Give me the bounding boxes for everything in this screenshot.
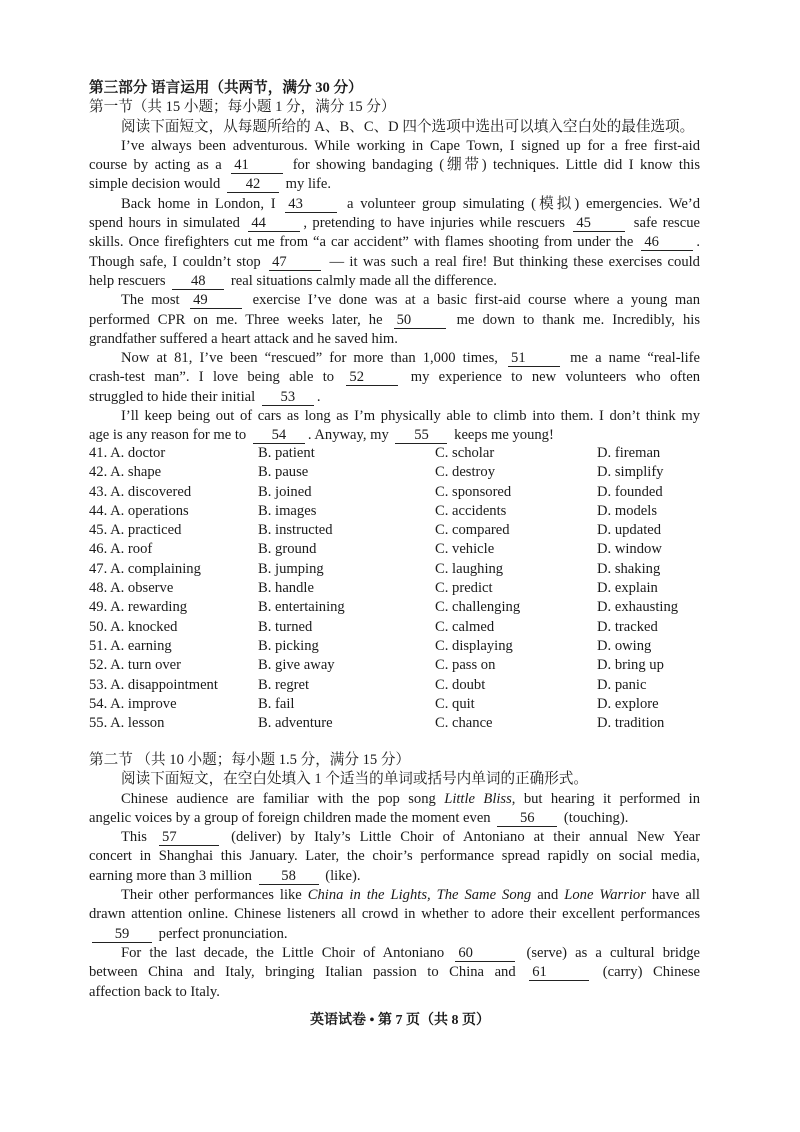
passage-text: (like). [325,867,361,884]
option-b: B. give away [258,657,335,674]
option-row [89,463,700,482]
option-a: 53. A. disappointment [89,676,218,693]
passage-text: Though safe, I couldn’t stop [89,253,261,270]
option-b: B. picking [258,637,319,654]
passage-line [89,828,700,847]
answer-blank-59: 59 [92,927,152,943]
option-d: D. window [597,541,662,558]
option-b: B. pause [258,464,309,481]
passage-text: Back home in London, I [121,195,276,212]
passage-line [89,905,700,924]
option-d: D. founded [597,483,663,500]
passage-line [89,809,700,828]
option-row [89,521,700,540]
passage-text: simple decision would [89,176,221,193]
option-c: C. compared [435,522,510,539]
option-d: D. exhausting [597,599,679,616]
option-d: D. owing [597,637,652,654]
passage-text: Now at 81, I’ve been “rescued” for more than 1,000 times, [121,350,498,367]
passage-text: I’ll keep being out of cars as long as I’m physically able to climb into them. I don’t think my [121,408,700,425]
option-c: C. scholar [435,445,495,461]
answer-blank-45: 45 [573,216,625,232]
section2-title: 第二节 （共 10 小题；每小题 1.5 分，满分 15 分） [89,752,411,768]
passage-line [89,886,700,905]
option-c: C. laughing [435,560,504,577]
option-d: D. tracked [597,618,658,635]
part-title: 第三部分 语言运用（共两节，满分 30 分） [89,80,363,96]
option-b: B. images [258,502,317,519]
option-d: D. fireman [597,445,661,461]
passage-text: I’ve always been adventurous. While working in Cape Town, I signed up for a free first-aid [121,137,700,154]
answer-blank-61: 61 [529,965,589,981]
passage-text: (touching). [563,809,629,826]
passage-text: . [316,388,321,405]
passage-line [89,214,700,233]
option-b: B. adventure [258,715,333,732]
option-c: C. challenging [435,599,521,616]
option-d: D. simplify [597,464,664,481]
answer-blank-56: 56 [497,811,557,827]
option-row [89,695,700,714]
option-a: 54. A. improve [89,695,177,712]
page-footer: 英语试卷 • 第 7 页（共 8 页） [310,1013,490,1028]
option-row [89,714,700,733]
option-a: 41. A. doctor [89,445,166,461]
answer-blank-43: 43 [285,197,337,213]
passage-one [89,137,700,446]
option-b: B. entertaining [258,599,345,616]
section1-title: 第一节（共 15 小题；每小题 1 分，满分 15 分） [89,99,396,116]
passage-text: (serve) as a cultural bridge [526,944,700,961]
passage-text: . Anyway, my [307,427,389,444]
passage-text: me a name “real-life [570,350,700,367]
passage-line [89,195,700,214]
passage-line [89,388,700,407]
option-a: 43. A. discovered [89,483,192,500]
option-a: 50. A. knocked [89,618,178,635]
passage-text: help rescuers [89,272,166,289]
option-d: D. shaking [597,560,661,577]
passage-line [89,368,700,387]
option-c: C. accidents [435,502,507,519]
passage-text: Chinese audience are familiar with the pop song [121,790,436,807]
passage-text: skills. Once firefighters cut me from “a car accident” with flames shooting from under the [89,234,634,251]
passage-line [89,156,700,175]
option-b: B. turned [258,618,313,635]
option-b: B. joined [258,483,312,500]
passage-line [89,330,700,349]
answer-blank-49: 49 [190,293,242,309]
italic-title: China in the Lights, The Same Song [307,887,532,904]
passage-text: course by acting as a [89,157,222,174]
answer-blank-51: 51 [508,351,560,367]
passage-line [89,867,700,886]
option-c: C. pass on [435,657,496,674]
section-one [89,79,700,446]
passage-text: for showing bandaging (绷带) techniques. Little did I know this [292,157,700,174]
passage-text: For the last decade, the Little Choir of Antoniano [121,944,445,961]
option-b: B. regret [258,676,310,693]
passage-text: my experience to new volunteers who often [410,369,700,386]
option-d: D. explain [597,580,658,597]
option-c: C. chance [435,715,493,732]
passage-text: The most [121,292,180,309]
passage-line [89,983,700,1002]
passage-text: (carry) Chinese [602,964,700,981]
option-row [89,618,700,637]
answer-blank-41: 41 [231,158,283,174]
answer-blank-47: 47 [269,255,321,271]
answer-blank-44: 44 [248,216,300,232]
passage-text: and [537,887,559,904]
passage-text: (deliver) by Italy’s Little Choir of Antoniano at their annual New Year [231,829,700,846]
passage-line [89,137,700,156]
option-a: 45. A. practiced [89,522,182,539]
passage-text: drawn attention online. Chinese listeners all crowd in whether to adore their excellent performances [89,906,700,923]
passage-line [89,944,700,963]
option-row [89,560,700,579]
passage-text: — it was such a real fire! But thinking these exercises could [329,253,700,270]
italic-title: Little Bliss [444,790,512,807]
passage-text: my life. [285,176,332,193]
option-a: 48. A. observe [89,580,174,597]
passage-line [89,175,700,194]
passage-text: me down to thank me. Incredibly, his [456,311,700,328]
passage-text: This [121,829,147,846]
option-b: B. ground [258,541,317,558]
option-b: B. handle [258,580,314,597]
option-c: C. doubt [435,676,486,693]
option-c: C. vehicle [435,541,495,558]
option-d: D. bring up [597,657,664,674]
option-d: D. models [597,502,657,519]
answer-blank-55: 55 [395,428,447,444]
option-row [89,502,700,521]
options-table [89,444,700,733]
passage-line [89,253,700,272]
passage-line [89,349,700,368]
italic-title: Lone Warrior [564,887,646,904]
passage-text: , pretending to have injuries while rescuers [303,215,565,232]
option-c: C. destroy [435,464,495,481]
passage-text: angelic voices by a group of foreign children made the moment even [89,809,491,826]
passage-text: spend hours in simulated [89,215,240,232]
answer-blank-50: 50 [394,313,446,329]
option-c: C. displaying [435,637,513,654]
option-row [89,444,700,463]
passage-line [89,311,700,330]
option-row [89,598,700,617]
passage-text: grandfather suffered a heart attack and he saved him. [89,330,398,347]
answer-blank-46: 46 [641,235,693,251]
option-a: 42. A. shape [89,464,162,481]
passage-text: keeps me young! [454,427,554,444]
answer-blank-57: 57 [159,830,219,846]
option-row [89,540,700,559]
option-a: 55. A. lesson [89,715,165,732]
option-d: D. panic [597,676,647,693]
passage-text: , but hearing it performed in [511,790,700,807]
option-row [89,637,700,656]
passage-text: safe rescue [633,215,700,232]
passage-text: age is any reason for me to [89,427,247,444]
option-b: B. instructed [258,522,333,539]
option-c: C. quit [435,695,475,712]
section1-instruction: 阅读下面短文，从每题所给的 A、B、C、D 四个选项中选出可以填入空白处的最佳选项。 [121,118,695,135]
answer-blank-53: 53 [262,390,314,406]
option-row [89,579,700,598]
passage-text: perfect pronunciation. [158,925,288,942]
passage-line [89,407,700,426]
option-a: 52. A. turn over [89,657,182,674]
passage-line [89,291,700,310]
section-two [89,751,700,1002]
answer-blank-52: 52 [346,370,398,386]
passage-line [89,790,700,809]
answer-blank-58: 58 [259,869,319,885]
answer-blank-42: 42 [227,177,279,193]
option-c: C. predict [435,580,493,597]
option-b: B. jumping [258,560,324,577]
passage-text: . [696,234,700,251]
option-d: D. updated [597,522,662,539]
passage-line [89,847,700,866]
option-a: 44. A. operations [89,502,189,519]
option-d: D. explore [597,695,659,712]
answer-blank-60: 60 [455,946,515,962]
passage-text: crash-test man”. I love being able to [89,369,335,386]
passage-line [89,925,700,944]
option-a: 49. A. rewarding [89,599,188,616]
answer-blank-48: 48 [172,274,224,290]
passage-text: struggled to hide their initial [89,388,256,405]
passage-text: affection back to Italy. [89,983,220,1000]
passage-text: a volunteer group simulating (模拟) emergencies. We’d [347,195,700,212]
option-a: 46. A. roof [89,541,153,558]
option-a: 47. A. complaining [89,560,201,577]
passage-line [89,233,700,252]
passage-text: real situations calmly made all the difference. [230,272,497,289]
passage-text: earning more than 3 million [89,867,252,884]
option-row [89,483,700,502]
answer-blank-54: 54 [253,428,305,444]
section2-instruction: 阅读下面短文，在空白处填入 1 个适当的单词或括号内单词的正确形式。 [121,771,589,788]
passage-text: concert in Shanghai this January. Later, the choir’s performance spread rapidly on social media, [89,848,700,865]
option-c: C. sponsored [435,483,512,500]
option-a: 51. A. earning [89,637,172,654]
passage-text: between China and Italy, bringing Italian passion to China and [89,964,516,981]
passage-line [89,426,700,445]
passage-line [89,963,700,982]
passage-two [89,790,700,1002]
passage-text: have all [651,887,700,904]
passage-line [89,272,700,291]
passage-text: performed CPR on me. Three weeks later, he [89,311,383,328]
option-row [89,676,700,695]
option-b: B. patient [258,445,315,461]
option-row [89,656,700,675]
passage-text: Their other performances like [121,887,302,904]
option-b: B. fail [258,695,295,712]
option-c: C. calmed [435,618,495,635]
option-d: D. tradition [597,715,665,732]
passage-text: exercise I’ve done was at a basic first-aid course where a young man [252,292,700,309]
